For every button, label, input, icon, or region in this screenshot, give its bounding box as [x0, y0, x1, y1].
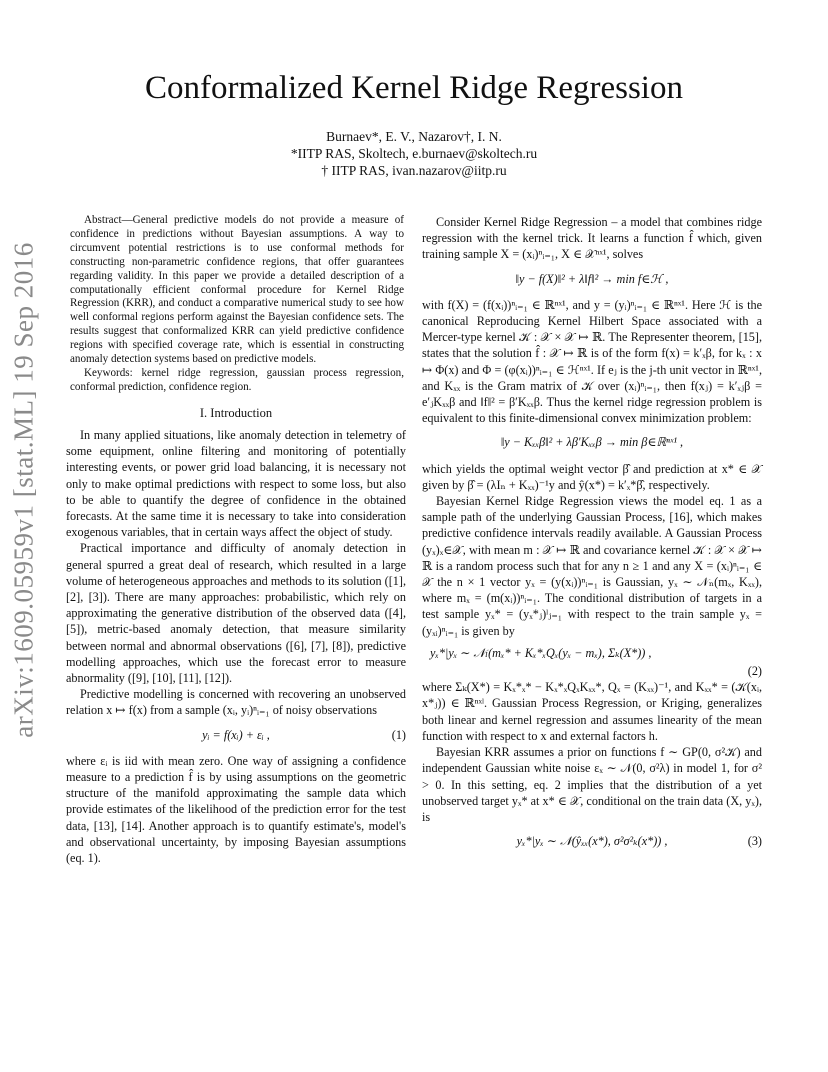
paper-title: Conformalized Kernel Ridge Regression — [145, 70, 683, 106]
author-block — [0, 128, 828, 179]
gp-paragraph: Bayesian Kernel Ridge Regression views the model eq. 1 as a sample path of the underlying Gaussian Process, [16], which makes predictive confidence intervals readily available. A Gaussian Process (yₓ)ₓ∈𝒳, with mean m : 𝒳 ↦ ℝ and covariance kernel 𝒦 : 𝒳 × 𝒳 ↦ ℝ is a random process such that for any n ≥ 1 and any X = (xᵢ)ⁿᵢ₌₁ ∈ 𝒳 the n × 1 vector yₓ = (y(xᵢ))ⁿᵢ₌₁ is Gaussian, yₓ ∼ 𝒩ₙ(mₓ, Kₓₓ), where mₓ = (m(xᵢ))ⁿᵢ₌₁. The conditional distribution of targets in a test sample yₓ* = (yₓ*ⱼ)ˡⱼ₌₁ with respect to the train sample yₓ = (yₓᵢ)ⁿᵢ₌₁ is given by — [422, 494, 762, 638]
bayes-krr-paragraph: Bayesian KRR assumes a prior on functions f ∼ GP(0, σ²𝒦) and independent Gaussian white noise εₓ ∼ 𝒩(0, σ²λ) in model 1, for σ² > 0. In this setting, eq. 2 implies that the distribution of a yet unobserved target yₓ* at x* ∈ 𝒳, conditional on the train data (X, yₓ), is — [422, 745, 762, 824]
krr-finite-equation: ‖y − Kₓₓβ‖² + λβ′Kₓₓβ → min β∈ℝⁿˣ¹ , — [500, 435, 684, 450]
equation-1: yᵢ = f(xᵢ) + εᵢ , (1) — [202, 727, 406, 742]
intro-paragraph-1: In many applied situations, like anomaly detection in telemetry of some equipment, online filtering and monitoring of potentially interesting events, or power grid load balancing, it is necessary not only to make optimal predictions with respect to some loss, but also to be able to quantify the degree of confidence in the obtained forecasts. At the same time it is necessary to take into consideration exogenous variables, that in certain ways affect the object of study. — [66, 427, 406, 540]
equation-number-3: (3) — [747, 834, 762, 849]
affiliation-2: † IITP RAS, ivan.nazarov@iitp.ru — [321, 163, 507, 178]
krr-paragraph-1: Consider Kernel Ridge Regression – a model that combines ridge regression with the kernel trick. It learns a function f̂ which, given training sample X = (xᵢ)ⁿᵢ₌₁, X ∈ 𝒳ⁿˣ¹, solves — [422, 215, 762, 262]
krr-objective-equation: ‖y − f(X)‖² + λ‖f‖² → min f∈ℋ , — [515, 271, 669, 286]
intro-paragraph-4: where εᵢ is iid with mean zero. One way of assigning a confidence measure to a prediction f̂ is by using assumptions on the geometric structure of the manifold approximating the sample data which provide estimates of the likelihood of the prediction error for the test data, [13], [14]. Another approach is to quantify estimate's, model's and observational uncertainty, by imposing Bayesian assumptions (eq. 1). — [66, 753, 406, 866]
affiliation-1: *IITP RAS, Skoltech, e.burnaev@skoltech.ru — [290, 146, 538, 161]
authors: Burnaev*, E. V., Nazarov†, I. N. — [326, 129, 502, 144]
arxiv-stamp: arXiv:1609.05959v1 [stat.ML] 19 Sep 2016 — [8, 242, 39, 738]
equation-3: yₓ*|yₓ ∼ 𝒩(ŷₓₓ(x*), σ²σ²ₖ(x*)) , (3) — [516, 834, 762, 849]
equation-2: yₓ*|yₓ ∼ 𝒩ₗ(mₓ* + Kₓ*ₓQₓ(yₓ − mₓ), Σₖ(X*)) , — [430, 645, 652, 660]
section-heading: I. Introduction — [199, 405, 273, 420]
left-column — [66, 214, 406, 866]
equation-number-2: (2) — [747, 664, 762, 679]
intro-paragraph-2: Practical importance and difficulty of anomaly detection in general spurred a great deal of research, which resulted in a large volume of heterogeneous approaches and methods to its solution ([1], [2], [3]). There are many approaches: probabilistic, which rely on approximating the generative distribution of the observed data ([4], [5]), metric-based anomaly detection, that measure similarity between normal and abnormal observations ([6], [7], [8]), predictive modelling approaches, which use the forecast error to measure abnormality ([9], [10], [11], [12]). — [66, 541, 406, 686]
abstract: Abstract—General predictive models do not provide a measure of confidence in predictions without Bayesian assumptions. A way to circumvent potential restrictions is to use conformal methods for constructing non-parametric confidence regions, that offer guarantees regarding validity. In this paper we provide a detailed description of a computationally efficient conformal procedure for Kernel Ridge Regression (KRR), and conduct a comparative numerical study to see how well conformal regions perform against the Bayesian confidence sets. The results suggest that conformalized KRR can yield predictive confidence regions with specified coverage rate, which is essential in constructing anomaly detection systems based on predictive models. — [70, 214, 404, 366]
right-column — [422, 214, 762, 859]
krr-paragraph-2: with f(X) = (f(xᵢ))ⁿᵢ₌₁ ∈ ℝⁿˣ¹, and y = (yᵢ)ⁿᵢ₌₁ ∈ ℝⁿˣ¹. Here ℋ is the canonical Reproducing Kernel Hilbert Space associated with a Mercer-type kernel 𝒦 : 𝒳 × 𝒳 ↦ ℝ. The Representer theorem, [15], states that the solution f̂ : 𝒳 ↦ ℝ is of the form f(x) = k′ₓβ, for kₓ : x ↦ Φ(x) and Φ = (φ(xᵢ))ⁿᵢ₌₁ ∈ ℋⁿˣ¹. If eⱼ is the j-th unit vector in ℝⁿˣ¹, and Kₓₓ is the Gram matrix of 𝒦 over (xᵢ)ⁿᵢ₌₁, then f(xⱼ) = k′ₓⱼβ = e′ⱼKₓₓβ and ‖f‖² = β′Kₓₓβ. Thus the kernel ridge regression problem is equivalent to this finite-dimensional convex minimization problem: — [422, 297, 762, 426]
gp-paragraph-2: where Σₖ(X*) = Kₓ*ₓ* − Kₓ*ₓQₓKₓₓ*, Qₓ = (Kₓₓ)⁻¹, and Kₓₓ* = (𝒦(xᵢ, x*ⱼ)) ∈ ℝⁿˣˡ. Gaussian Process Regression, or Kriging, generalizes both linear and kernel regression and assumes linearity of the mean function with respect to x and external factors h. — [422, 680, 762, 743]
intro-paragraph-3: Predictive modelling is concerned with recovering an unobserved relation x ↦ f(x) from a sample (xᵢ, yᵢ)ⁿᵢ₌₁ of noisy observations — [66, 687, 406, 718]
equation-number: (1) — [391, 727, 406, 742]
keywords: Keywords: kernel ridge regression, gaussian process regression, conformal prediction, confidence region. — [70, 366, 404, 393]
krr-paragraph-3: which yields the optimal weight vector β̂ and prediction at x* ∈ 𝒳 given by β̂ = (λIₙ + Kₓₓ)⁻¹y and ŷ(x*) = k′ₓ*β̂, respectively. — [422, 461, 762, 492]
